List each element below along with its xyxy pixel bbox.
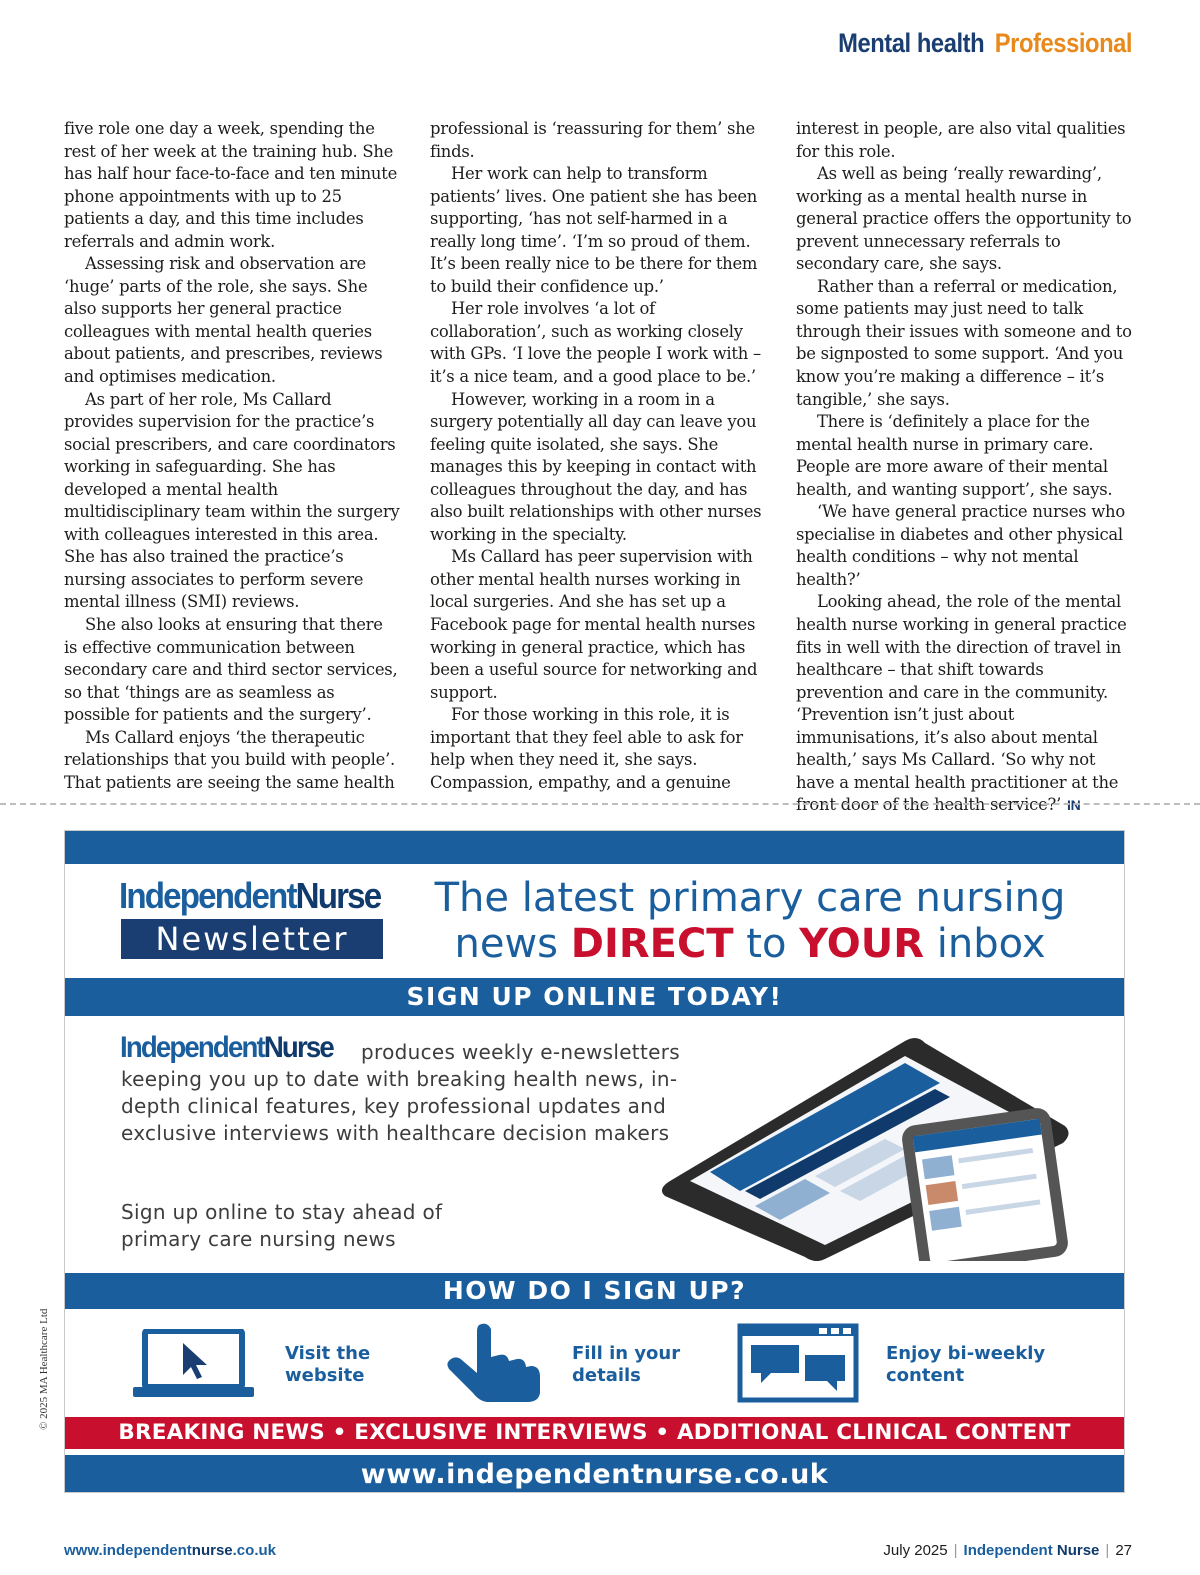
paragraph: As part of her role, Ms Callard provides supervision for the practice’s social prescribers, and care coordinators working in safeguarding. She has developed a mental health multidisciplinary team within the surgery with colleagues interested in this area. She has also trained the practice’s nursing associates to perform severe mental illness (SMI) reviews. xyxy=(64,389,400,612)
tagline-line: The latest primary care nursing xyxy=(434,875,1066,921)
section-header xyxy=(838,28,1132,59)
logo-part: Nurse xyxy=(295,875,381,916)
footer-url-part: www.independent xyxy=(64,1542,192,1559)
logo-part: Independent xyxy=(119,875,296,916)
advert-top-bar xyxy=(65,831,1124,864)
paragraph: Ms Callard has peer supervision with other mental health nurses working in local surgeries. And she has set up a Facebook page for mental health nurses working in general practice, which has been a useful source for networking and support. xyxy=(430,547,758,702)
footer-separator: | xyxy=(1105,1542,1110,1559)
features-banner: BREAKING NEWS • EXCLUSIVE INTERVIEWS • ADDITIONAL CLINICAL CONTENT xyxy=(65,1417,1124,1449)
paragraph: Assessing risk and observation are ‘huge’ parts of the role, she says. She also supports her general practice colleagues with mental health queries about patients, and prescribes, reviews and optimises medication. xyxy=(64,254,383,387)
paragraph: ‘We have general practice nurses who specialise in diabetes and other physical health conditions – why not mental health?’ xyxy=(796,502,1125,589)
subsection-title: Professional xyxy=(994,28,1132,58)
paragraph: Rather than a referral or medication, some patients may just need to talk through their issues with someone and to be signposted to some support. ‘And you know you’re making a difference – it’s tangible,’ she says. xyxy=(796,276,1132,409)
paragraph-text: Looking ahead, the role of the mental health nurse working in general practice fits in well with the direction of travel in healthcare – that shift towards prevention and care in the community. ‘Prevention isn’t just about immunisations, it’s also about mental health,’ says Ms Callard. ‘So why not have a mental health practitioner at the front door of the health service?’ xyxy=(796,592,1127,815)
phone-device xyxy=(900,1106,1069,1261)
step-label-enjoy: Enjoy bi-weekly content xyxy=(886,1343,1046,1386)
end-mark: IN xyxy=(1067,797,1081,814)
logo-part: Nurse xyxy=(263,1031,333,1064)
page-number: 27 xyxy=(1115,1542,1132,1559)
footer-url-part: nurse xyxy=(191,1542,233,1559)
footer-separator: | xyxy=(953,1542,958,1559)
paragraph: professional is ‘reassuring for them’ she finds. xyxy=(430,119,755,161)
dashed-divider xyxy=(0,803,1200,805)
devices-illustration xyxy=(655,1031,1075,1261)
tagline-fragment: to xyxy=(733,921,800,967)
advert-description xyxy=(121,1039,721,1147)
footer-url-part: .co.uk xyxy=(232,1542,276,1559)
how-to-banner: HOW DO I SIGN UP? xyxy=(65,1273,1124,1309)
paragraph: There is ‘definitely a place for the mental health nurse in primary care. People are more aware of their mental health, and wanting support’, she says. xyxy=(796,412,1113,499)
step-label-visit: Visit the website xyxy=(285,1343,371,1386)
article-column-3 xyxy=(796,118,1132,817)
paragraph: interest in people, are also vital qualities for this role. xyxy=(796,119,1126,161)
paragraph: For those working in this role, it is important that they feel able to ask for help when they need it, she says. Compassion, empathy, and a genuine xyxy=(430,705,743,792)
magazine-name-part: Nurse xyxy=(1056,1542,1100,1559)
hand-pointer-icon xyxy=(443,1321,543,1403)
advert-cta-text: Sign up online to stay ahead of primary care nursing news xyxy=(121,1200,443,1251)
website-link-banner[interactable]: www.independentnurse.co.uk xyxy=(65,1455,1124,1493)
paragraph: Her work can help to transform patients’ lives. One patient she has been supporting, ‘has not self-harmed in a really long time’. ‘I’m so proud of them. It’s been really nice to be there for them to build their confidence up.’ xyxy=(430,164,758,296)
chat-window-icon xyxy=(737,1323,859,1403)
issue-date: July 2025 xyxy=(883,1542,948,1559)
tagline-fragment: news xyxy=(454,921,571,967)
logo-part: Independent xyxy=(120,1031,264,1064)
tagline-emphasis: YOUR xyxy=(799,921,925,967)
newsletter-advert[interactable] xyxy=(64,830,1125,1493)
footer-website-link[interactable] xyxy=(64,1542,276,1559)
laptop-cursor-icon xyxy=(131,1329,256,1399)
description-lead: produces weekly e-newsletters xyxy=(361,1040,680,1064)
paragraph: However, working in a room in a surgery potentially all day can leave you feeling quite isolated, she says. She manages this by keeping in contact with colleagues throughout the day, and has also built relationships with other nurses working in the specialty. xyxy=(430,389,762,544)
paragraph: Ms Callard enjoys ‘the therapeutic relationships that you build with people’. That patients are seeing the same health xyxy=(64,727,396,792)
article-column-1 xyxy=(64,118,400,817)
magazine-name-part: Independent xyxy=(963,1542,1053,1559)
copyright-notice: © 2025 MA Healthcare Ltd xyxy=(38,1308,50,1430)
paragraph-final xyxy=(796,591,1132,816)
article-column-2 xyxy=(430,118,766,817)
article-body xyxy=(64,118,1136,817)
step-label-fill: Fill in your details xyxy=(572,1343,681,1386)
advert-tagline xyxy=(405,875,1095,967)
paragraph: As well as being ‘really rewarding’, working as a mental health nurse in general practice offers the opportunity to prevent unnecessary referrals to secondary care, she says. xyxy=(796,164,1132,274)
section-title: Mental health xyxy=(837,28,985,58)
signup-banner[interactable]: SIGN UP ONLINE TODAY! xyxy=(65,978,1124,1016)
tagline-fragment: inbox xyxy=(924,921,1046,967)
paragraph: Her role involves ‘a lot of collaboration’, such as working closely with GPs. ‘I love the people I work with – it’s a nice team, and a good place to be.’ xyxy=(430,299,761,387)
tagline-line xyxy=(405,921,1095,967)
footer-issue-info xyxy=(883,1542,1132,1559)
independent-nurse-logo xyxy=(119,875,380,917)
paragraph: five role one day a week, spending the rest of her week at the training hub. She has half hour face-to-face and ten minute phone appointments with up to 25 patients a day, and this time includes referrals and admin work. xyxy=(64,119,398,251)
tagline-emphasis: DIRECT xyxy=(570,921,734,967)
paragraph: She also looks at ensuring that there is effective communication between secondary care and third sector services, so that ‘things are as seamless as possible for patients and the surgery’. xyxy=(64,615,398,725)
newsletter-label: Newsletter xyxy=(121,919,383,959)
description-rest: keeping you up to date with breaking health news, in-depth clinical features, key professional updates and exclusive interviews with healthcare decision makers xyxy=(121,1067,678,1145)
